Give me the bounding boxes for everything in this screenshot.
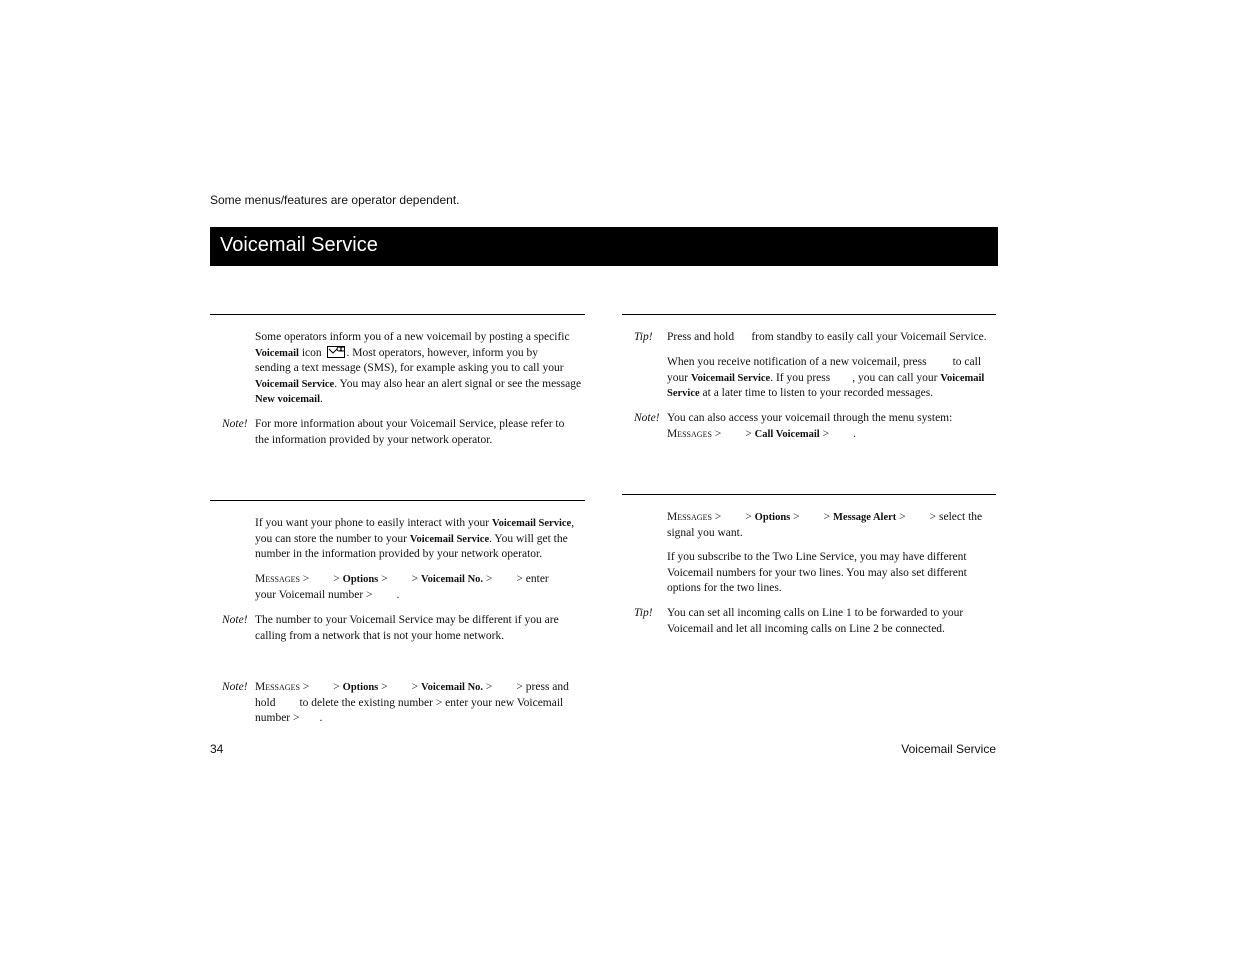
tip-label: Tip! (634, 331, 653, 343)
page-number: 34 (210, 742, 224, 756)
note-label: Note! (634, 412, 660, 424)
footer-section-title: Voicemail Service (901, 742, 996, 756)
section-rule (622, 494, 996, 495)
voicemail-intro-paragraph: Some operators inform you of a new voicemail by posting a specific Voicemail icon . Most operators, however, inform you by sending a text message (SMS), for example asking you to call your Voicemail Service. You may also hear an alert signal or see the message New voicemail. (255, 331, 582, 405)
note-text: For more information about your Voicemail Service, please refer to the information provided by your network operator. (255, 418, 565, 446)
note-text: Messages > > Options > > Voicemail No. > > press and hold to delete the existing number > enter your new Voicemail number > . (255, 681, 569, 724)
note-text: The number to your Voicemail Service may be different if you are calling from a network that is not your home network. (255, 614, 559, 642)
store-number-instructions: Messages > > Options > > Voicemail No. > > enter your Voicemail number > . (255, 573, 549, 601)
section-rule (210, 314, 585, 315)
note-label: Note! (222, 614, 248, 626)
two-line-paragraph: If you subscribe to the Two Line Service, you may have different Voicemail numbers for your two lines. You may also set different options for the two lines. (667, 551, 967, 594)
note-label: Note! (222, 681, 248, 693)
voicemail-icon (327, 346, 345, 358)
note-text: You can also access your voicemail through the menu system: Messages > > Call Voicemail > . (667, 412, 953, 440)
store-number-paragraph: If you want your phone to easily interact with your Voicemail Service, you can store the number to your Voicemail Service. You will get the number in the information provided by your network operator. (255, 517, 575, 560)
notification-paragraph: When you receive notification of a new voicemail, press to call your Voicemail Service. If you press , you can call your Voicemail Service at a later time to listen to your recorded messages. (667, 356, 985, 399)
tip-text: You can set all incoming calls on Line 1 to be forwarded to your Voicemail and let all incoming calls on Line 2 be connected. (667, 607, 964, 635)
message-alert-instructions: Messages > > Options > > Message Alert > > select the signal you want. (667, 511, 983, 539)
section-rule (210, 500, 585, 501)
note-label: Note! (222, 418, 248, 430)
page-title: Voicemail Service (210, 227, 998, 266)
section-rule (622, 314, 996, 315)
tip-label: Tip! (634, 607, 653, 619)
tip-text: Press and hold from standby to easily call your Voicemail Service. (667, 331, 987, 343)
operator-note: Some menus/features are operator dependent. (210, 193, 460, 207)
